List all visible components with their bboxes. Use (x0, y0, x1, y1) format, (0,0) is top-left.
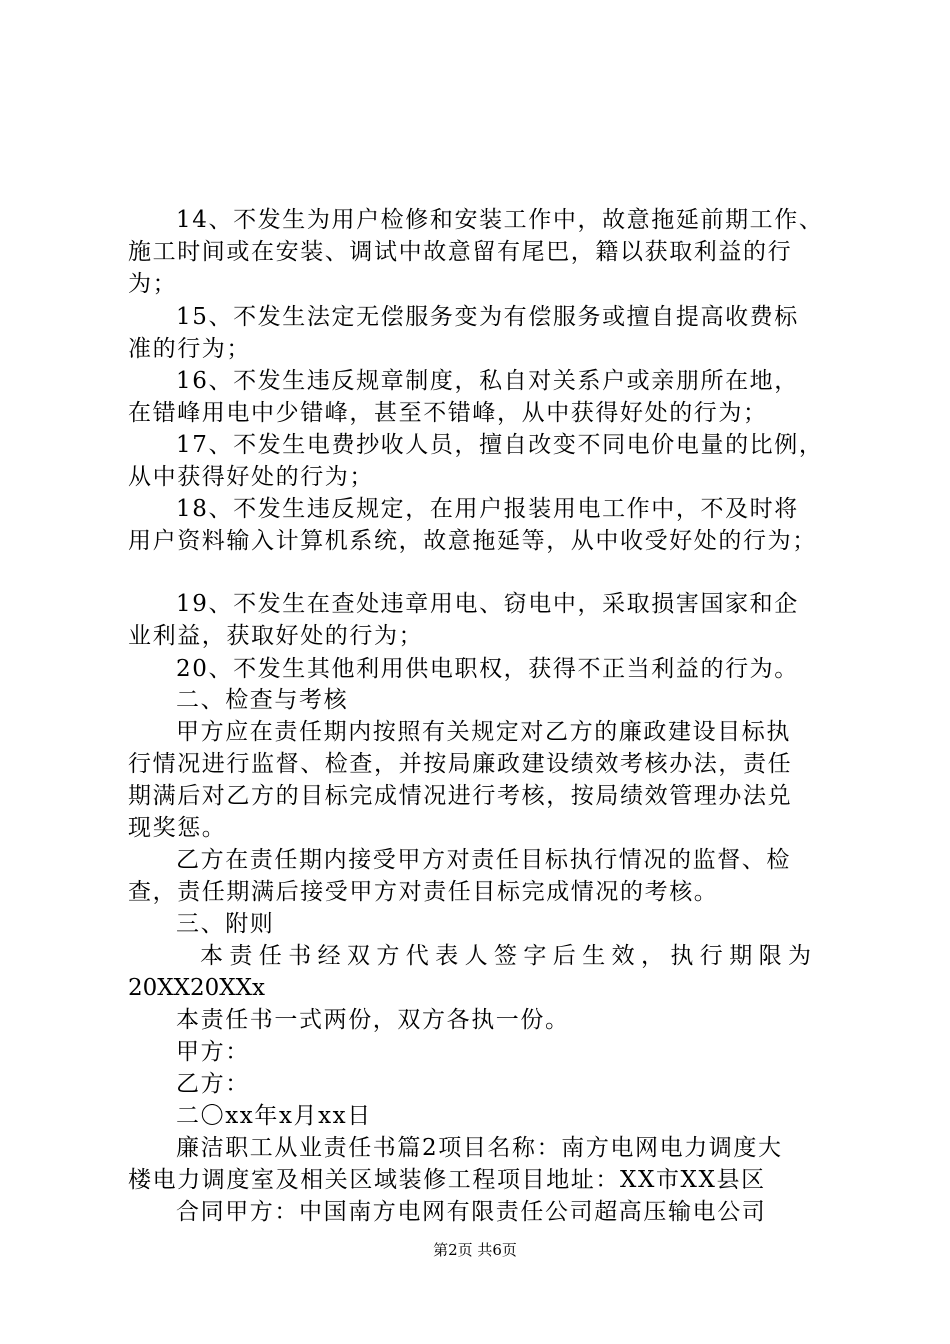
paragraph-19-line-1: 19、不发生在查处违章用电、窃电中，采取损害国家和企 (176, 591, 799, 617)
paragraph-17-line-2: 从中获得好处的行为； (128, 464, 374, 490)
party-a-signature-label: 甲方： (176, 1039, 250, 1065)
paragraph-15-line-1: 15、不发生法定无偿服务变为有偿服务或擅自提高收费标 (176, 304, 799, 330)
section-heading-2: 二、检查与考核 (176, 687, 349, 713)
next-document-line-2: 楼电力调度室及相关区域装修工程项目地址：XX市XX县区 (128, 1167, 766, 1193)
party-b-paragraph-line-1: 乙方在责任期内接受甲方对责任目标执行情况的监督、检 (176, 847, 791, 873)
paragraph-14-line-1: 14、不发生为用户检修和安装工作中，故意拖延前期工作、 (176, 207, 824, 233)
party-b-paragraph-line-2: 查，责任期满后接受甲方对责任目标完成情况的考核。 (128, 879, 719, 905)
paragraph-14-line-3: 为； (128, 271, 178, 297)
paragraph-16-line-2: 在错峰用电中少错峰，甚至不错峰，从中获得好处的行为； (128, 400, 768, 426)
paragraph-15-line-2: 准的行为； (128, 336, 251, 362)
paragraph-14-line-2: 施工时间或在安装、调试中故意留有尾巴，籍以获取利益的行 (128, 239, 793, 265)
inspection-paragraph-line-2: 行情况进行监督、检查，并按局廉政建设绩效考核办法，责任 (128, 751, 793, 777)
validity-line-1: 本责任书经双方代表人签字后生效，执行期限为 (200, 943, 818, 969)
inspection-paragraph-line-4: 现奖惩。 (128, 815, 227, 841)
paragraph-18-line-2: 用户资料输入计算机系统，故意拖延等，从中收受好处的行为； (128, 528, 817, 554)
inspection-paragraph-line-1: 甲方应在责任期内按照有关规定对乙方的廉政建设目标执 (176, 719, 791, 745)
next-document-line-3: 合同甲方：中国南方电网有限责任公司超高压输电公司 (176, 1199, 767, 1225)
copies-line: 本责任书一式两份，双方各执一份。 (176, 1007, 570, 1033)
inspection-paragraph-line-3: 期满后对乙方的目标完成情况进行考核，按局绩效管理办法兑 (128, 783, 793, 809)
paragraph-16-line-1: 16、不发生违反规章制度，私自对关系户或亲朋所在地， (176, 368, 799, 394)
section-heading-3: 三、附则 (176, 911, 275, 937)
page-footer: 第2页 共6页 (433, 1241, 517, 1259)
paragraph-17-line-1: 17、不发生电费抄收人员，擅自改变不同电价电量的比例， (176, 432, 824, 458)
next-document-line-1: 廉洁职工从业责任书篇2项目名称：南方电网电力调度大 (176, 1135, 783, 1161)
paragraph-18-line-1: 18、不发生违反规定，在用户报装用电工作中，不及时将 (176, 496, 799, 522)
paragraph-19-line-2: 业利益，获取好处的行为； (128, 623, 424, 649)
party-b-signature-label: 乙方： (176, 1071, 250, 1097)
paragraph-20: 20、不发生其他利用供电职权，获得不正当利益的行为。 (176, 656, 799, 682)
validity-line-2: 20XX20XXx (128, 975, 266, 1001)
date-line: 二〇xx年x月xx日 (176, 1103, 372, 1129)
